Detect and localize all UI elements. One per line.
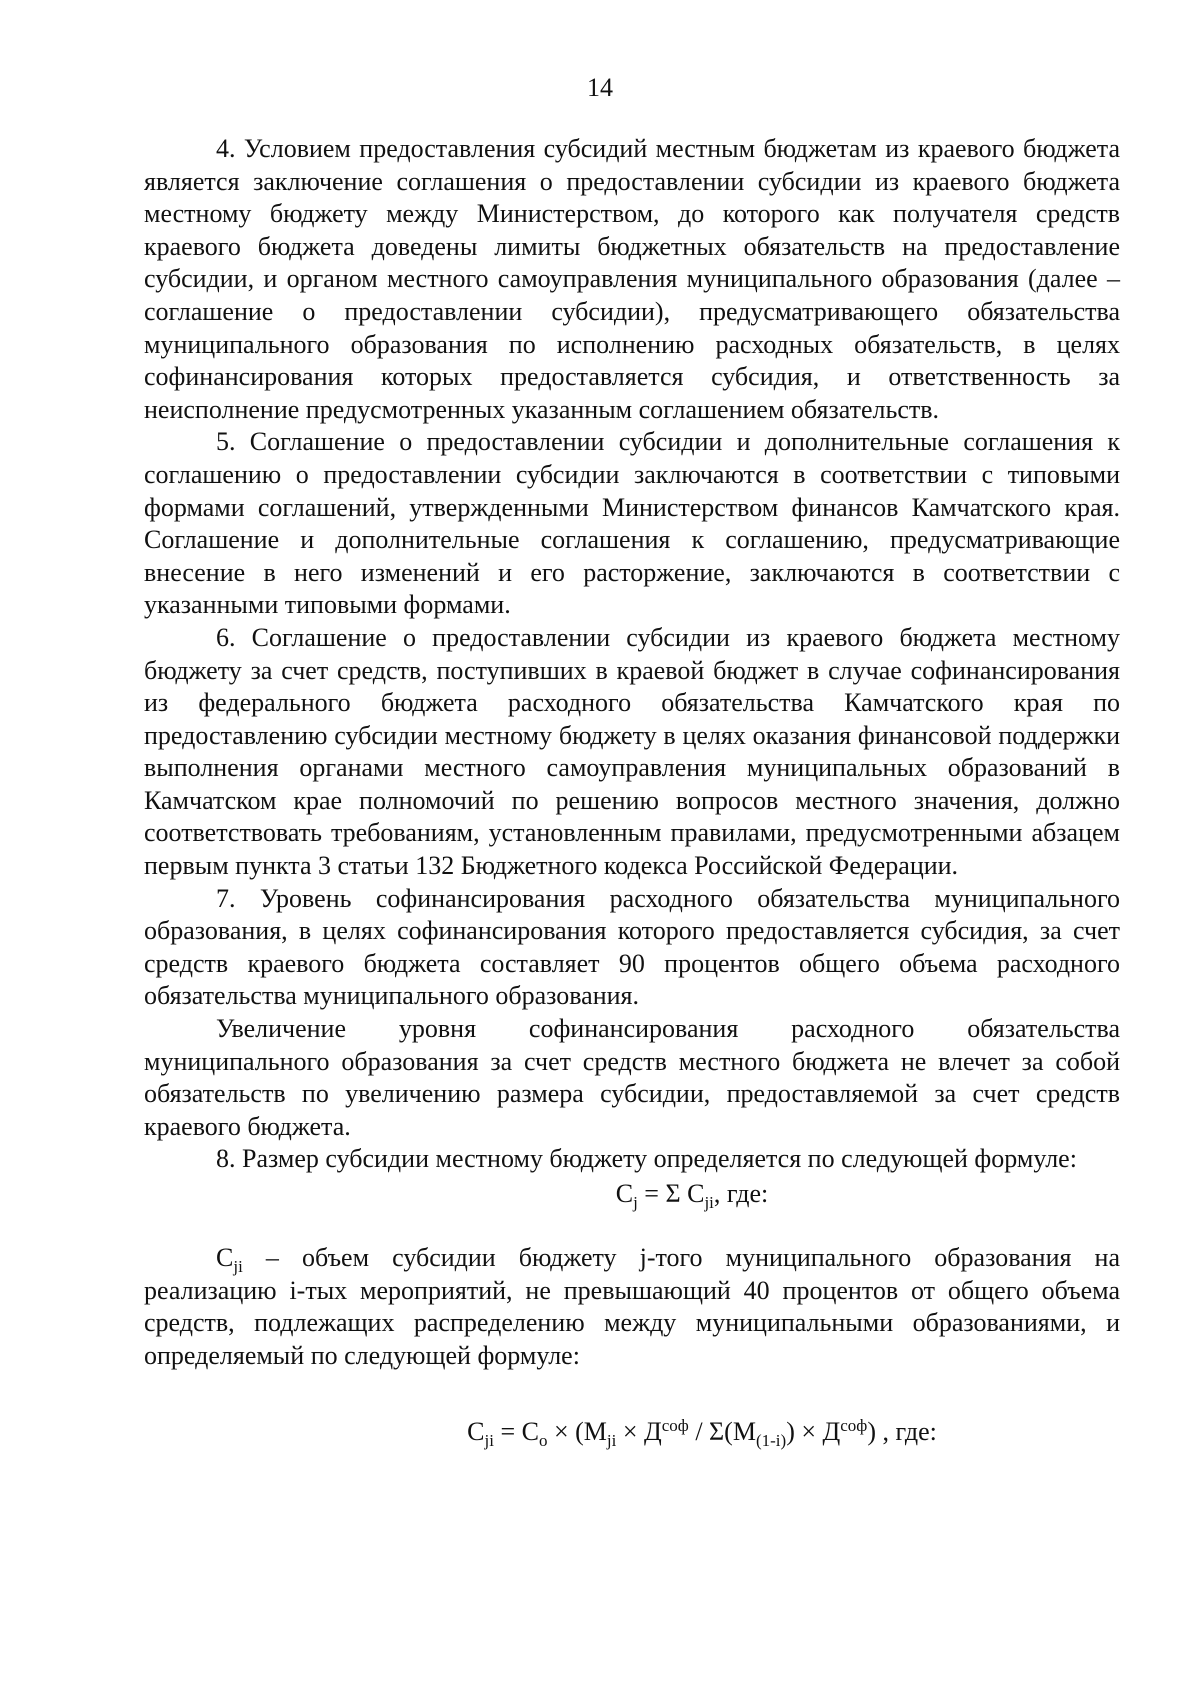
paragraph-7: 7. Уровень софинансирования расходного обязательства муниципального образования, в целях софинансирования которого предоставляется субсидия, за счет средств краевого бюджета составляет 90 процентов общего объема расходного обязательства муниципального образования. <box>144 883 1120 1011</box>
paragraph-8: 8. Размер субсидии местному бюджету определяется по следующей формуле: <box>216 1144 1077 1174</box>
formula-subsidy-calc <box>144 1416 1120 1449</box>
formula-text: × Д <box>616 1417 662 1447</box>
page-number: 14 <box>587 73 613 102</box>
formula-text: / Σ(M <box>688 1417 756 1447</box>
formula-superscript: соф <box>840 1416 868 1436</box>
formula-subsidy-sum <box>144 1178 1120 1242</box>
formula-text: = C <box>493 1417 539 1447</box>
formula-superscript: соф <box>661 1416 689 1436</box>
formula-subscript: ji <box>484 1431 494 1451</box>
formula-subscript: o <box>538 1431 548 1451</box>
definition-variable <box>216 1243 243 1276</box>
document-body <box>144 133 1120 1449</box>
formula-subscript: ji <box>704 1193 714 1212</box>
formula-text: , где: <box>713 1179 769 1208</box>
definition-text: – объем субсидии бюджету j-того муниципального образования на реализацию i-тых мероприятий, не превышающий 40 процентов от общего объема средств, подлежащих распределению между муниципальными образованиями, и определяемый по следующей формуле: <box>144 1243 1121 1370</box>
formula-text: ) , где: <box>867 1417 937 1447</box>
formula-symbol: C <box>467 1417 485 1447</box>
definition-cji <box>144 1242 1120 1372</box>
formula-subscript: ji <box>233 1257 243 1276</box>
paragraph-5: 5. Соглашение о предоставлении субсидии и дополнительные соглашения к соглашению о предоставлении субсидии заключаются в соответствии с типовыми формами соглашений, утвержденными Министерством финансов Камчатского края. Соглашение и дополнительные соглашения к соглашению, предусматривающие внесение в него изменений и его расторжение, заключаются в соответствии с указанными типовыми формами. <box>144 427 1120 620</box>
formula-subscript: j <box>633 1193 638 1212</box>
paragraph-7-continued: Увеличение уровня софинансирования расходного обязательства муниципального образования за счет средств местного бюджета не влечет за собой обязательств по увеличению размера субсидии, предоставляемой за счет средств краевого бюджета. <box>144 1014 1120 1141</box>
formula-text: ) × Д <box>786 1417 841 1447</box>
paragraph-6: 6. Соглашение о предоставлении субсидии из краевого бюджета местному бюджету за счет средств, поступивших в краевой бюджет в случае софинансирования из федерального бюджета расходного обязательства Камчатского края по предоставлению субсидии местному бюджету в целях оказания финансовой поддержки выполнения органами местного самоуправления муниципальных образований в Камчатском крае полномочий по решению вопросов местного значения, должно соответствовать требованиям, установленным правилами, предусмотренными абзацем первым пункта 3 статьи 132 Бюджетного кодекса Российской Федерации. <box>144 622 1120 881</box>
formula-subscript: (1-i) <box>755 1431 787 1451</box>
paragraph-4: 4. Условием предоставления субсидий местным бюджетам из краевого бюджета является заключение соглашения о предоставлении субсидии из краевого бюджета местному бюджету между Министерством, до которого как получателя средств краевого бюджета доведены лимиты бюджетных обязательств на предоставление субсидии, и органом местного самоуправления муниципального образования (далее – соглашение о предоставлении субсидии), предусматривающего обязательства муниципального образования по исполнению расходных обязательств, в целях софинансирования которых предоставляется субсидия, и ответственность за неисполнение предусмотренных указанным соглашением обязательств. <box>144 134 1120 424</box>
formula-text: = Σ C <box>637 1179 705 1208</box>
formula-subscript: ji <box>606 1431 617 1451</box>
formula-symbol: C <box>615 1179 634 1208</box>
formula-text: × (M <box>547 1417 607 1447</box>
formula-symbol: C <box>216 1243 234 1272</box>
